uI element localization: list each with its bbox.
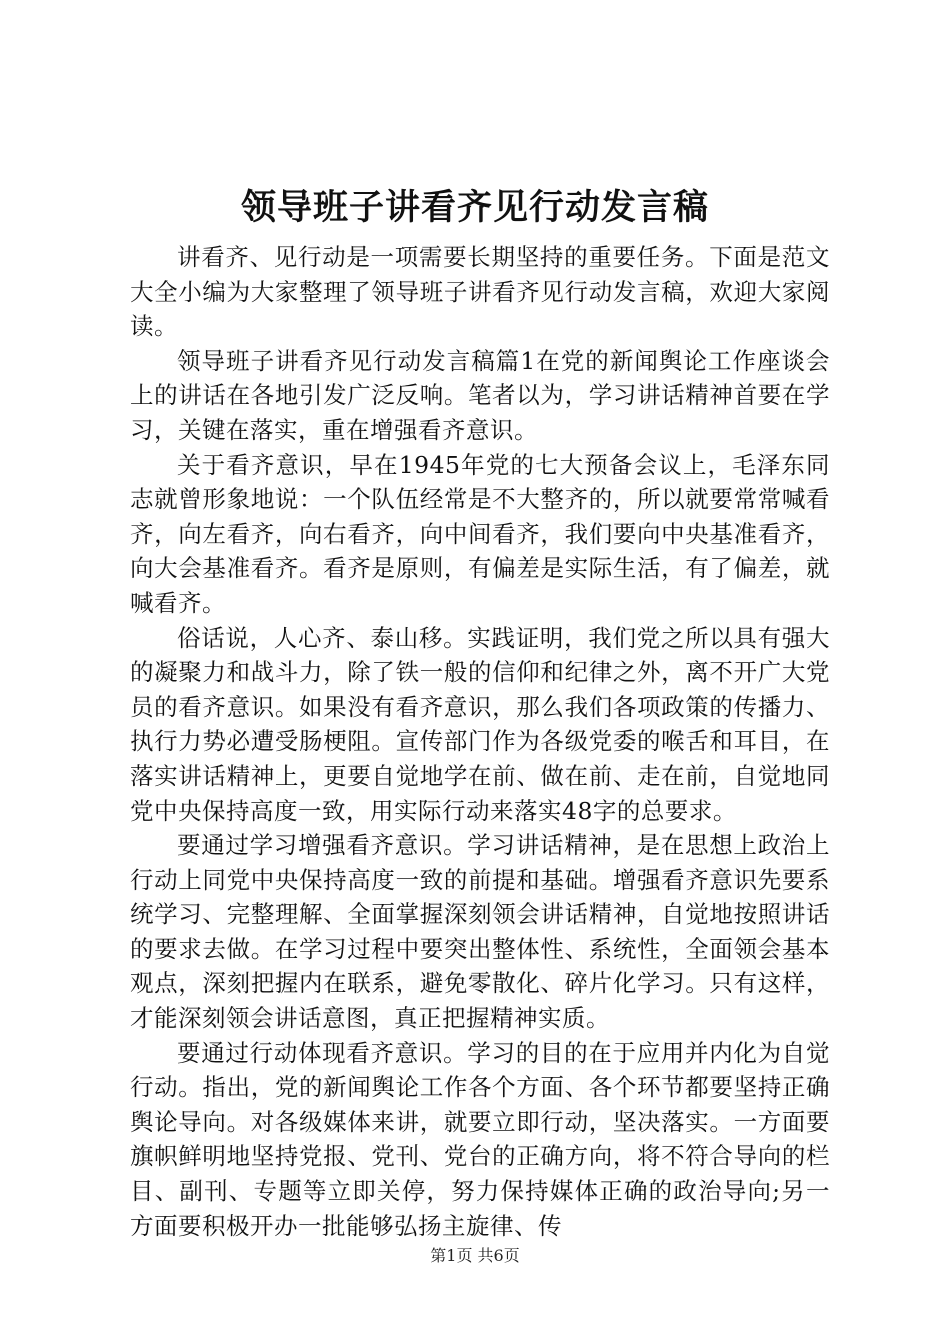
paragraph-1: 领导班子讲看齐见行动发言稿篇1在党的新闻舆论工作座谈会上的讲话在各地引发广泛反响。笔者以为，学习讲话精神首要在学习，关键在落实，重在增强看齐意识。 <box>130 346 830 444</box>
document-title: 领导班子讲看齐见行动发言稿 <box>240 187 709 228</box>
document-body <box>130 240 830 1243</box>
paragraph-intro: 讲看齐、见行动是一项需要长期坚持的重要任务。下面是范文大全小编为大家整理了领导班子讲看齐见行动发言稿，欢迎大家阅读。 <box>130 243 830 341</box>
paragraph-4: 要通过学习增强看齐意识。学习讲话精神，是在思想上政治上行动上同党中央保持高度一致的前提和基础。增强看齐意识先要系统学习、完整理解、全面掌握深刻领会讲话精神，自觉地按照讲话的要求去做。在学习过程中要突出整体性、系统性，全面领会基本观点，深刻把握内在联系，避免零散化、碎片化学习。只有这样，才能深刻领会讲话意图，真正把握精神实质。 <box>130 831 830 1033</box>
paragraph-2: 关于看齐意识，早在1945年党的七大预备会议上，毛泽东同志就曾形象地说：一个队伍经常是不大整齐的，所以就要常常喊看齐，向左看齐，向右看齐，向中间看齐，我们要向中央基准看齐，向大会基准看齐。看齐是原则，有偏差是实际生活，有了偏差，就喊看齐。 <box>130 450 830 617</box>
paragraph-5: 要通过行动体现看齐意识。学习的目的在于应用并内化为自觉行动。指出，党的新闻舆论工作各个方面、各个环节都要坚持正确舆论导向。对各级媒体来讲，就要立即行动，坚决落实。一方面要旗帜鲜明地坚持党报、党刊、党台的正确方向，将不符合导向的栏目、副刊、专题等立即关停，努力保持媒体正确的政治导向;另一方面要积极开办一批能够弘扬主旋律、传 <box>130 1038 830 1240</box>
paragraph-3: 俗话说，人心齐、泰山移。实践证明，我们党之所以具有强大的凝聚力和战斗力，除了铁一般的信仰和纪律之外，离不开广大党员的看齐意识。如果没有看齐意识，那么我们各项政策的传播力、执行力势必遭受肠梗阻。宣传部门作为各级党委的喉舌和耳目，在落实讲话精神上，更要自觉地学在前、做在前、走在前，自觉地同党中央保持高度一致，用实际行动来落实48字的总要求。 <box>130 623 830 825</box>
page-number-footer: 第1页 共6页 <box>430 1246 520 1265</box>
